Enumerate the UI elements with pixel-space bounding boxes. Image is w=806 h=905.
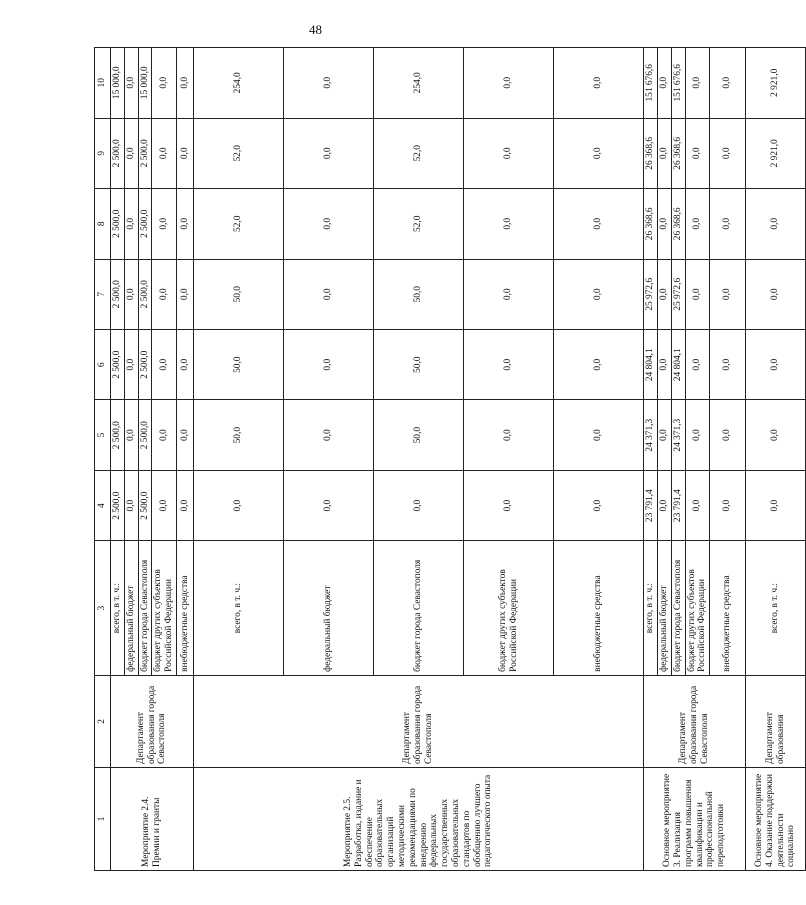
value-cell: 0,0: [152, 329, 177, 399]
value-cell: 0,0: [710, 329, 746, 399]
column-header-8: 8: [95, 189, 111, 259]
value-cell: 0,0: [177, 400, 194, 470]
value-cell: 0,0: [124, 329, 138, 399]
value-cell: 15 000,0: [138, 48, 152, 119]
value-cell: 0,0: [464, 118, 554, 188]
funding-source-cell: бюджет города Севастополя: [671, 541, 685, 675]
value-cell: 0,0: [177, 470, 194, 540]
funding-source-cell: всего, в т. ч.:: [194, 541, 284, 675]
value-cell: 0,0: [710, 118, 746, 188]
value-cell: 2 500,0: [111, 189, 125, 259]
column-header-4: 4: [95, 470, 111, 540]
value-cell: 26 368,6: [644, 118, 658, 188]
table-row: [111, 48, 125, 871]
funding-source-cell: всего, в т. ч.:: [644, 541, 658, 675]
value-cell: 2 500,0: [111, 329, 125, 399]
value-cell: 0,0: [554, 259, 644, 329]
column-header-1: 1: [95, 768, 111, 871]
value-cell: 0,0: [554, 400, 644, 470]
value-cell: 0,0: [177, 118, 194, 188]
value-cell: 0,0: [710, 470, 746, 540]
value-cell: 26 368,6: [671, 189, 685, 259]
value-cell: 23 791,4: [671, 470, 685, 540]
value-cell: 0,0: [464, 400, 554, 470]
funding-source-cell: внебюджетные средства: [177, 541, 194, 675]
executor-cell: Департамент образования: [746, 675, 806, 767]
value-cell: 0,0: [746, 329, 806, 399]
value-cell: 0,0: [124, 470, 138, 540]
value-cell: 0,0: [710, 259, 746, 329]
value-cell: 2 500,0: [111, 118, 125, 188]
value-cell: 0,0: [685, 189, 710, 259]
value-cell: 0,0: [710, 48, 746, 119]
value-cell: 0,0: [284, 48, 374, 119]
value-cell: 0,0: [284, 329, 374, 399]
value-cell: 0,0: [657, 259, 671, 329]
value-cell: 0,0: [657, 400, 671, 470]
executor-cell: Департамент образования города Севастополя: [194, 675, 644, 767]
value-cell: 0,0: [124, 259, 138, 329]
value-cell: 0,0: [554, 48, 644, 119]
column-header-7: 7: [95, 259, 111, 329]
value-cell: 50,0: [374, 400, 464, 470]
value-cell: 0,0: [124, 189, 138, 259]
value-cell: 0,0: [554, 189, 644, 259]
value-cell: 0,0: [710, 400, 746, 470]
table-body: [95, 48, 806, 871]
value-cell: 2 500,0: [138, 329, 152, 399]
value-cell: 151 676,6: [671, 48, 685, 119]
value-cell: 0,0: [710, 189, 746, 259]
value-cell: 50,0: [194, 329, 284, 399]
page-number: 48: [309, 22, 322, 37]
value-cell: 0,0: [177, 189, 194, 259]
value-cell: 0,0: [284, 470, 374, 540]
funding-source-cell: бюджет города Севастополя: [138, 541, 152, 675]
funding-source-cell: бюджет других субъектов Российской Федерации: [685, 541, 710, 675]
value-cell: 254,0: [374, 48, 464, 119]
value-cell: 0,0: [152, 259, 177, 329]
value-cell: 0,0: [554, 329, 644, 399]
value-cell: 0,0: [746, 189, 806, 259]
funding-source-cell: федеральный бюджет: [124, 541, 138, 675]
value-cell: 0,0: [152, 189, 177, 259]
value-cell: 0,0: [374, 470, 464, 540]
value-cell: 24 371,3: [671, 400, 685, 470]
activity-name-cell: Мероприятие 2.5. Разработка, издание и обеспечение образовательных организаций методическими рекомендациями по внедрению федеральных государственных образовательных стандартов по обобщению лучшего педагогического опыта: [194, 768, 644, 871]
value-cell: 50,0: [374, 259, 464, 329]
value-cell: 0,0: [554, 118, 644, 188]
table-row: [644, 48, 658, 871]
executor-cell: Департамент образования города Севастополя: [644, 675, 746, 767]
value-cell: 0,0: [657, 48, 671, 119]
value-cell: 0,0: [152, 400, 177, 470]
value-cell: 0,0: [685, 259, 710, 329]
value-cell: 2 500,0: [138, 470, 152, 540]
value-cell: 0,0: [657, 189, 671, 259]
value-cell: 254,0: [194, 48, 284, 119]
value-cell: 0,0: [284, 400, 374, 470]
value-cell: 50,0: [374, 329, 464, 399]
value-cell: 0,0: [194, 470, 284, 540]
table-row: [194, 48, 284, 871]
value-cell: 2 500,0: [138, 400, 152, 470]
value-cell: 0,0: [554, 470, 644, 540]
value-cell: 0,0: [177, 329, 194, 399]
column-header-6: 6: [95, 329, 111, 399]
table-container: [94, 47, 797, 871]
column-header-10: 10: [95, 48, 111, 119]
column-header-2: 2: [95, 675, 111, 767]
funding-source-cell: бюджет других субъектов Российской Федерации: [152, 541, 177, 675]
executor-cell: Департамент образования города Севастополя: [111, 675, 194, 767]
activity-name-cell: Мероприятие 2.4. Премии и гранты: [111, 768, 194, 871]
value-cell: 0,0: [464, 189, 554, 259]
value-cell: 2 500,0: [138, 259, 152, 329]
value-cell: 23 791,4: [644, 470, 658, 540]
value-cell: 151 676,6: [644, 48, 658, 119]
funding-source-cell: федеральный бюджет: [284, 541, 374, 675]
funding-source-cell: бюджет других субъектов Российской Федерации: [464, 541, 554, 675]
value-cell: 0,0: [124, 400, 138, 470]
value-cell: 26 368,6: [644, 189, 658, 259]
value-cell: 0,0: [746, 470, 806, 540]
value-cell: 0,0: [685, 329, 710, 399]
funding-source-cell: внебюджетные средства: [710, 541, 746, 675]
value-cell: 2 500,0: [111, 400, 125, 470]
value-cell: 52,0: [374, 118, 464, 188]
value-cell: 24 371,3: [644, 400, 658, 470]
value-cell: 2 500,0: [111, 470, 125, 540]
value-cell: 0,0: [152, 118, 177, 188]
value-cell: 2 500,0: [111, 259, 125, 329]
value-cell: 0,0: [657, 118, 671, 188]
value-cell: 52,0: [374, 189, 464, 259]
value-cell: 0,0: [685, 470, 710, 540]
value-cell: 0,0: [746, 400, 806, 470]
value-cell: 0,0: [464, 48, 554, 119]
value-cell: 0,0: [657, 329, 671, 399]
value-cell: 0,0: [152, 48, 177, 119]
funding-source-cell: всего, в т. ч.:: [746, 541, 806, 675]
budget-table: [94, 47, 806, 871]
value-cell: 0,0: [177, 259, 194, 329]
value-cell: 0,0: [464, 259, 554, 329]
value-cell: 25 972,6: [644, 259, 658, 329]
value-cell: 25 972,6: [671, 259, 685, 329]
column-header-5: 5: [95, 400, 111, 470]
value-cell: 52,0: [194, 118, 284, 188]
value-cell: 50,0: [194, 400, 284, 470]
value-cell: 0,0: [657, 470, 671, 540]
value-cell: 52,0: [194, 189, 284, 259]
column-header-9: 9: [95, 118, 111, 188]
table-row: [746, 48, 806, 871]
value-cell: 0,0: [284, 259, 374, 329]
value-cell: 24 804,1: [644, 329, 658, 399]
value-cell: 0,0: [284, 189, 374, 259]
header-row: [95, 48, 111, 871]
value-cell: 2 921,0: [746, 48, 806, 119]
value-cell: 0,0: [124, 48, 138, 119]
value-cell: 50,0: [194, 259, 284, 329]
funding-source-cell: федеральный бюджет: [657, 541, 671, 675]
value-cell: 26 368,6: [671, 118, 685, 188]
value-cell: 15 000,0: [111, 48, 125, 119]
funding-source-cell: всего, в т. ч.:: [111, 541, 125, 675]
value-cell: 0,0: [464, 470, 554, 540]
value-cell: 0,0: [177, 48, 194, 119]
column-header-3: 3: [95, 541, 111, 675]
value-cell: 2 921,0: [746, 118, 806, 188]
value-cell: 0,0: [284, 118, 374, 188]
value-cell: 0,0: [685, 118, 710, 188]
value-cell: 0,0: [152, 470, 177, 540]
activity-name-cell: Основное мероприятие 3. Реализация программ повышения квалификации и профессиональной переподготовки: [644, 768, 746, 871]
value-cell: 2 500,0: [138, 189, 152, 259]
value-cell: 0,0: [746, 259, 806, 329]
activity-name-cell: Основное мероприятие 4. Оказание поддержки деятельности социально: [746, 768, 806, 871]
value-cell: 0,0: [685, 400, 710, 470]
value-cell: 24 804,1: [671, 329, 685, 399]
funding-source-cell: внебюджетные средства: [554, 541, 644, 675]
value-cell: 0,0: [124, 118, 138, 188]
value-cell: 2 500,0: [138, 118, 152, 188]
value-cell: 0,0: [685, 48, 710, 119]
value-cell: 0,0: [464, 329, 554, 399]
funding-source-cell: бюджет города Севастополя: [374, 541, 464, 675]
